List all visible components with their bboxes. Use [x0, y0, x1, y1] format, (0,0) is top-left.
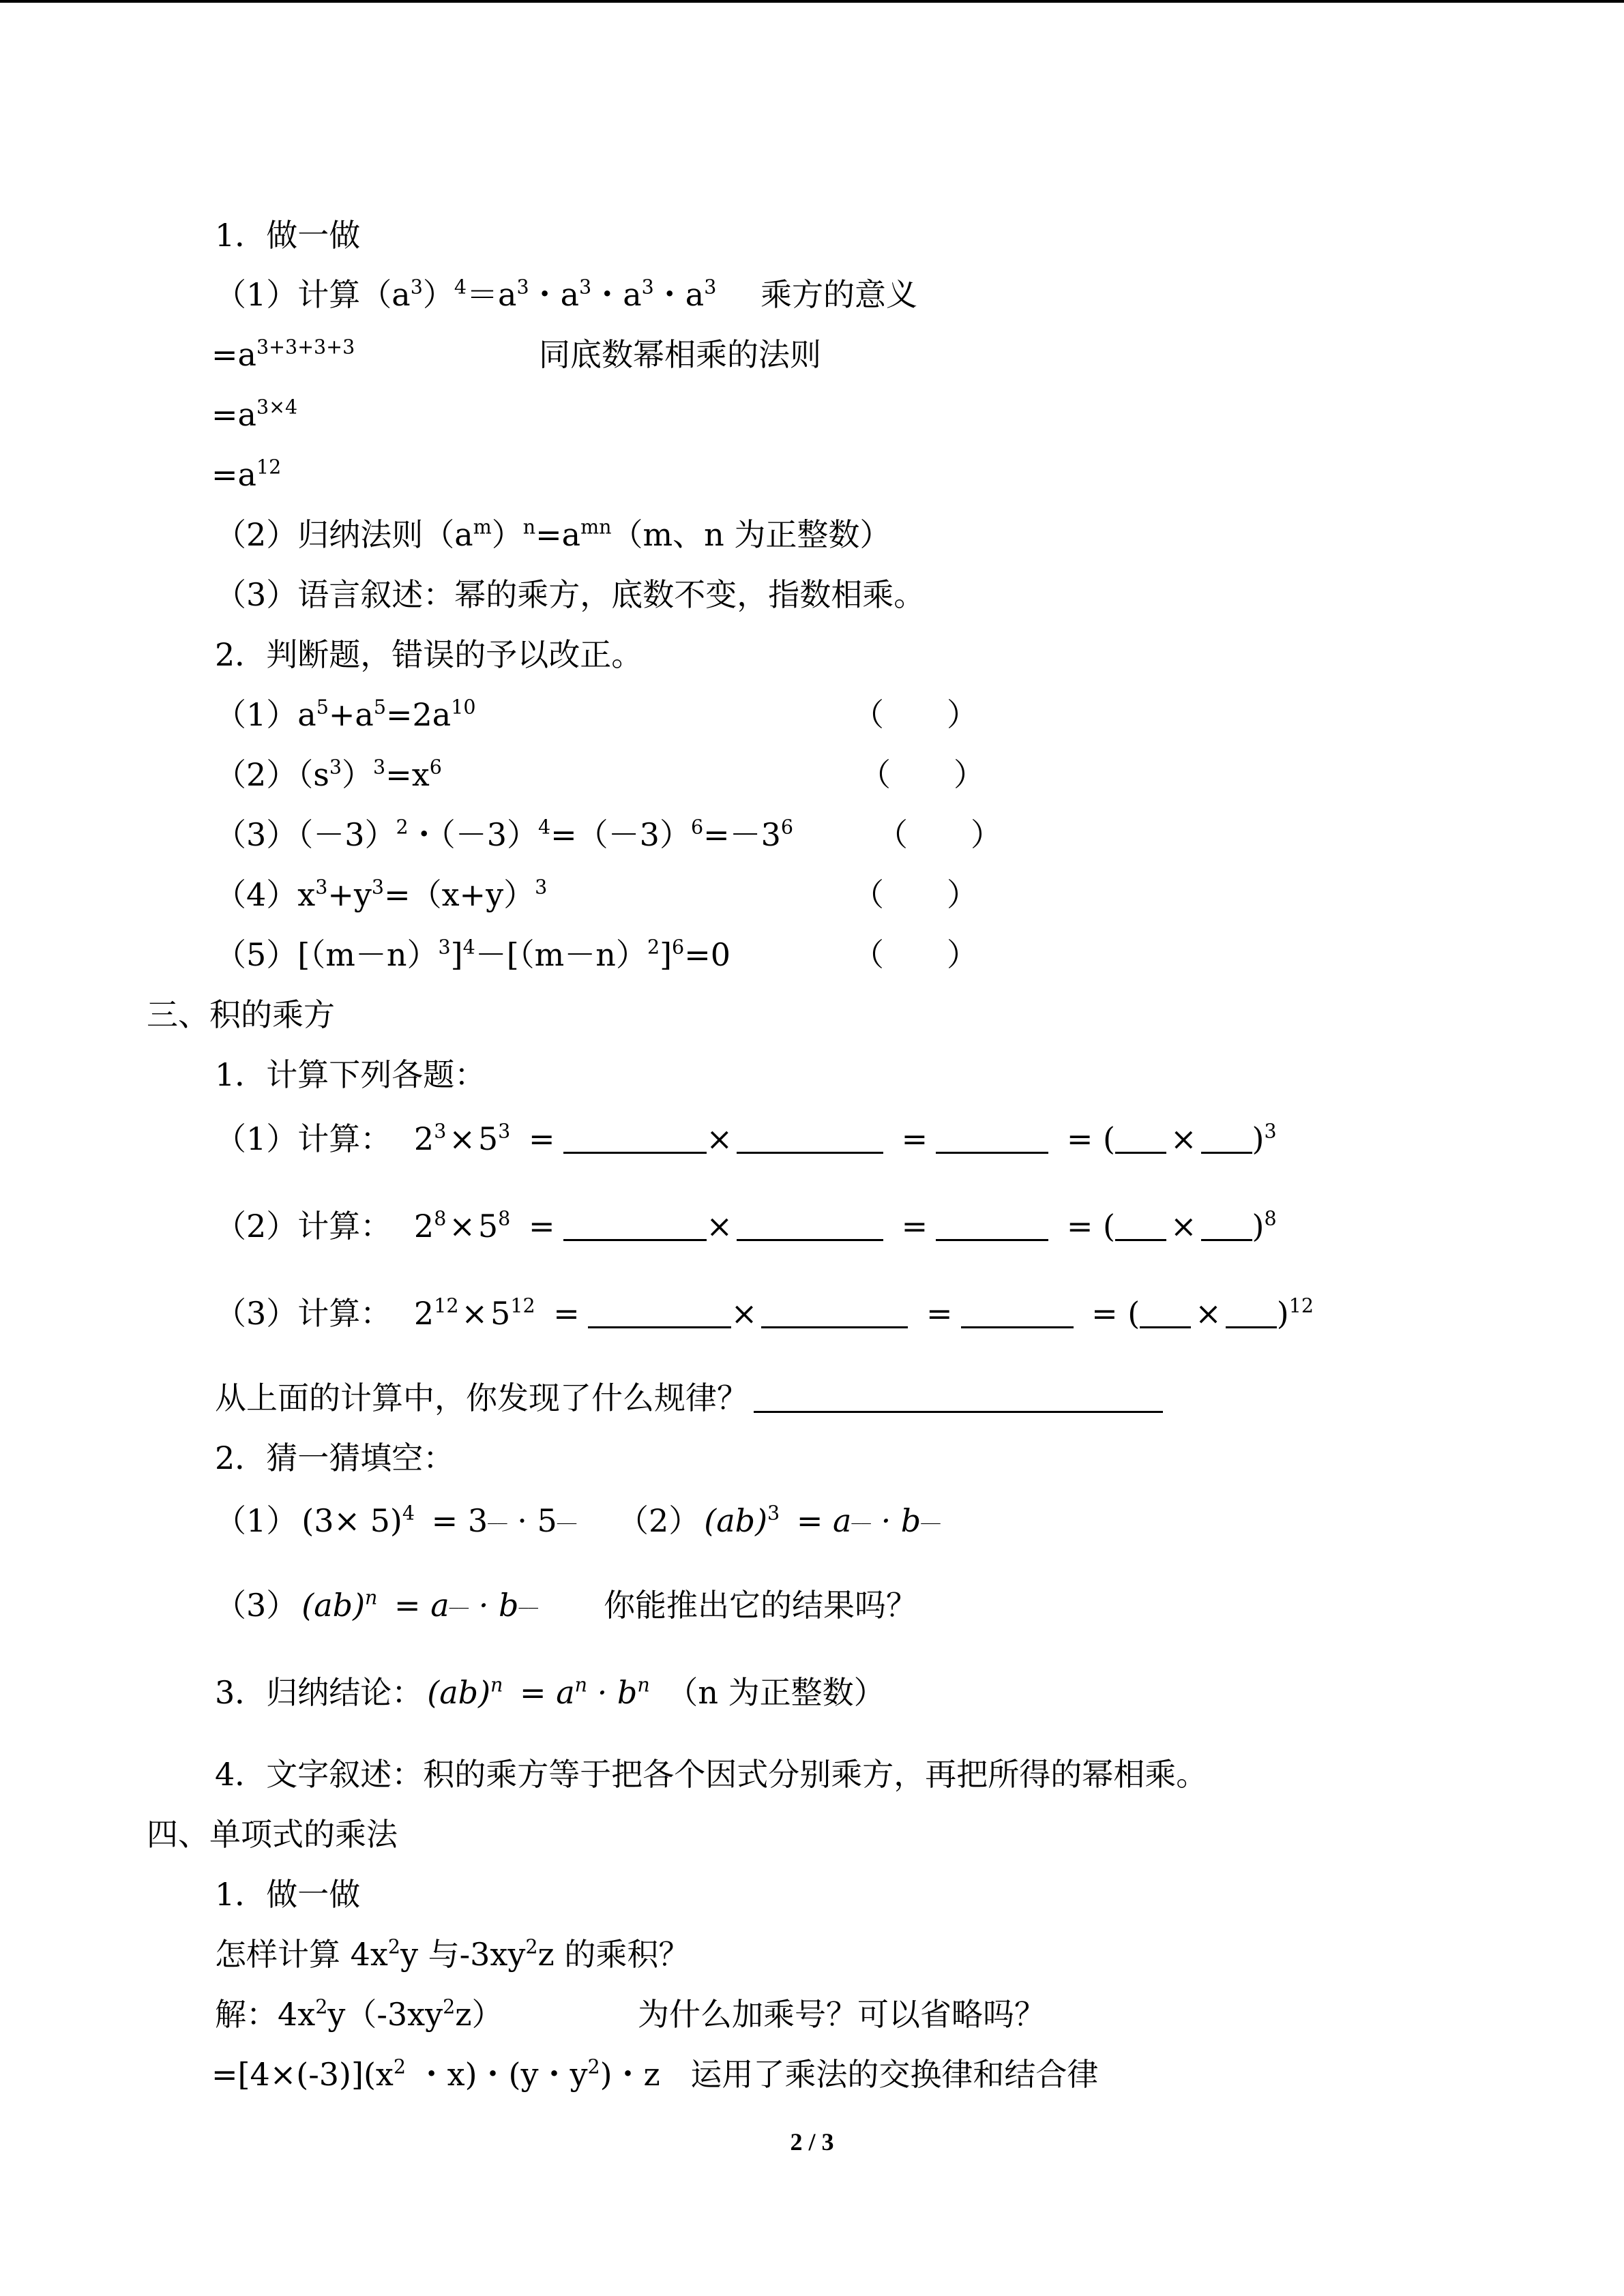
answer-blank[interactable]	[936, 1209, 1048, 1241]
monomial-question: 怎样计算 $4x^2y$ 与$-3xy^2z$ 的乘积？	[215, 1935, 690, 1973]
judge-answer-paren[interactable]: （ ）	[859, 756, 985, 793]
power-step-2: $=a^{3+3+3+3}$	[211, 336, 355, 373]
answer-blank[interactable]	[1115, 1209, 1166, 1241]
power-step-4: $=a^{12}$	[211, 456, 282, 493]
conclusion: 3．归纳结论： $(ab)^n = a^n \cdot b^n$ （n 为正整数）	[215, 1673, 885, 1711]
note-power-meaning: 乘方的意义	[761, 276, 917, 313]
monomial-step: $=[4\times(-3)](x^2$ ・x)・(y・$y^2$)・z 运用了乘法的交换律和结合律	[211, 2055, 1099, 2093]
note-same-base-rule: 同底数幂相乘的法则	[539, 336, 821, 373]
discover-answer-blank[interactable]	[754, 1381, 1163, 1413]
guess-row-2: （2） (ab)$^3$ = a__ · b__	[617, 1502, 941, 1539]
solution-note: 为什么加乘号？可以省略吗？	[638, 1996, 1046, 2033]
power-rule: （2）归纳法则$(a^m)^n=a^{mn}(m$、n 为正整数）	[215, 516, 891, 553]
power-step-1: （1）计算$(a^3)^4=a^3$・$a^3$・$a^3$・$a^3$	[215, 275, 717, 313]
judge-row: $(5)[(m-n)^3]^4-[(m-n)^2]^6=0$	[215, 936, 731, 973]
answer-blank[interactable]	[1140, 1296, 1191, 1328]
item1-title: 1．做一做	[215, 217, 361, 254]
guess-note: 你能推出它的结果吗？	[604, 1587, 917, 1624]
answer-blank[interactable]	[936, 1122, 1048, 1154]
answer-blank[interactable]	[761, 1296, 908, 1328]
answer-blank[interactable]	[1201, 1209, 1252, 1241]
answer-blank[interactable]	[563, 1209, 707, 1241]
power-step-3: $=a^{3\times 4}$	[211, 396, 298, 433]
item2-title: 2．判断题，错误的予以改正。	[215, 636, 643, 673]
section-title-monomial: 四、单项式的乘法	[147, 1816, 398, 1853]
monomial-solution: 解：$4x^2y(-3xy^2z)$	[215, 1995, 503, 2033]
judge-answer-paren[interactable]: （ ）	[853, 936, 978, 973]
discover-question: 从上面的计算中，你发现了什么规律？	[215, 1377, 1163, 1418]
power-statement: （3）语言叙述：幂的乘方，底数不变，指数相乘。	[215, 576, 926, 613]
answer-blank[interactable]	[563, 1122, 707, 1154]
answer-blank[interactable]	[737, 1209, 883, 1241]
judge-answer-paren[interactable]: （ ）	[876, 816, 1002, 853]
answer-blank[interactable]	[1115, 1122, 1166, 1154]
answer-blank[interactable]	[588, 1296, 731, 1328]
calc-row: （2）计算： $2^8\times 5^8$ = × = = ( × )$^8$	[215, 1207, 1277, 1244]
judge-row: $(3)(-3)^2$・$(-3)^4=(-3)^6=-3^6$	[215, 816, 794, 853]
judge-row: $(1)a^5+a^5=2a^{10}$	[215, 696, 476, 733]
guess-row-3: （3） (ab)$^n$ = a__ · b__	[215, 1586, 538, 1624]
judge-answer-paren[interactable]: （ ）	[853, 876, 978, 913]
section-title-product-power: 三、积的乘方	[147, 996, 335, 1033]
guess-title: 2．猜一猜填空：	[215, 1440, 455, 1476]
top-border	[0, 0, 1624, 3]
answer-blank[interactable]	[1201, 1122, 1252, 1154]
wording: 4．文字叙述：积的乘方等于把各个因式分别乘方，再把所得的幂相乘。	[215, 1756, 1208, 1793]
answer-blank[interactable]	[737, 1122, 883, 1154]
judge-row: $(2)(s^3)^3=x^6$	[215, 756, 442, 793]
answer-blank[interactable]	[961, 1296, 1074, 1328]
monomial-item-title: 1．做一做	[215, 1876, 361, 1913]
guess-row-1: （1） $(3\times 5)^4$ = 3__ · 5__	[215, 1502, 577, 1539]
calc-row: （1）计算： $2^3\times 5^3$ = × = = ( × )$^3$	[215, 1120, 1277, 1157]
page-number: 2 / 3	[790, 2128, 834, 2156]
calc-row: （3）计算： $2^{12}\times 5^{12}$ = × = = ( × )$^{12}$	[215, 1294, 1314, 1332]
answer-blank[interactable]	[1226, 1296, 1277, 1328]
judge-answer-paren[interactable]: （ ）	[853, 696, 978, 733]
judge-row: $(4)x^3+y^3=(x+y)^3$	[215, 876, 548, 913]
calc-title: 1．计算下列各题：	[215, 1056, 486, 1093]
